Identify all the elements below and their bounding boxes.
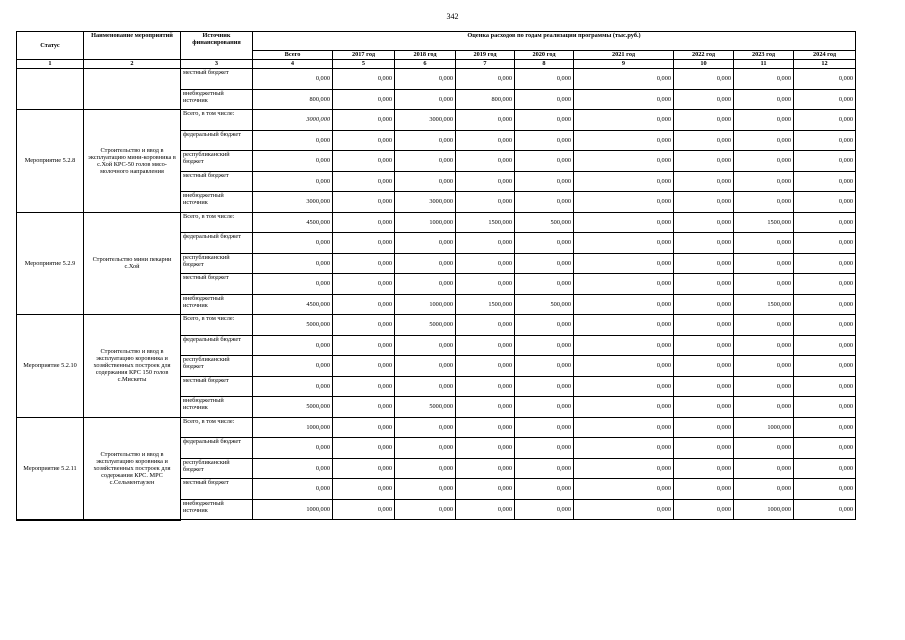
value-cell: 1000,000 — [734, 417, 794, 438]
value-cell: 0,000 — [734, 192, 794, 213]
value-cell: 1000,000 — [395, 294, 456, 315]
value-cell: 0,000 — [515, 192, 574, 213]
value-cell: 0,000 — [794, 151, 856, 172]
value-cell: 0,000 — [515, 417, 574, 438]
value-cell: 0,000 — [456, 69, 515, 90]
value-cell: 0,000 — [333, 253, 395, 274]
value-cell: 0,000 — [395, 479, 456, 500]
header-col-number: 5 — [333, 60, 395, 69]
value-cell: 0,000 — [734, 479, 794, 500]
value-cell: 500,000 — [515, 294, 574, 315]
value-cell: 0,000 — [574, 479, 674, 500]
value-cell: 0,000 — [253, 274, 333, 295]
value-cell: 1500,000 — [734, 212, 794, 233]
value-cell: 1000,000 — [734, 499, 794, 520]
value-cell: 0,000 — [574, 89, 674, 110]
value-cell: 0,000 — [734, 458, 794, 479]
source-cell: федеральный бюджет — [181, 233, 253, 254]
value-cell: 0,000 — [515, 438, 574, 459]
value-cell: 0,000 — [674, 233, 734, 254]
value-cell: 0,000 — [333, 458, 395, 479]
value-cell: 0,000 — [794, 233, 856, 254]
value-cell: 0,000 — [515, 458, 574, 479]
value-cell: 0,000 — [794, 253, 856, 274]
value-cell: 3000,000 — [395, 110, 456, 131]
value-cell: 0,000 — [253, 69, 333, 90]
value-cell: 1000,000 — [253, 499, 333, 520]
name-cell: Строительство и ввод в эксплуатацию коровника и хозяйственных построек для содержания КРС 150 голов с.Мискеты — [84, 315, 181, 418]
value-cell: 0,000 — [794, 315, 856, 336]
source-cell: Всего, в том числе: — [181, 417, 253, 438]
source-cell: Всего, в том числе: — [181, 315, 253, 336]
value-cell: 0,000 — [333, 479, 395, 500]
value-cell: 5000,000 — [253, 315, 333, 336]
value-cell: 0,000 — [456, 253, 515, 274]
name-cell — [84, 69, 181, 110]
value-cell: 0,000 — [794, 397, 856, 418]
table-row — [17, 417, 856, 438]
value-cell: 0,000 — [674, 376, 734, 397]
value-cell: 0,000 — [333, 376, 395, 397]
value-cell: 3000,000 — [253, 192, 333, 213]
value-cell: 0,000 — [515, 315, 574, 336]
value-cell: 3000,000 — [253, 110, 333, 131]
table-row — [17, 212, 856, 233]
value-cell: 0,000 — [574, 294, 674, 315]
status-cell: Мероприятие 5.2.11 — [17, 417, 84, 520]
source-cell: внебюджетный источник — [181, 192, 253, 213]
value-cell: 0,000 — [574, 253, 674, 274]
value-cell: 0,000 — [794, 110, 856, 131]
value-cell: 0,000 — [734, 89, 794, 110]
value-cell: 0,000 — [253, 438, 333, 459]
value-cell: 0,000 — [574, 233, 674, 254]
value-cell: 0,000 — [395, 438, 456, 459]
source-cell: Всего, в том числе: — [181, 110, 253, 131]
source-cell: республиканский бюджет — [181, 458, 253, 479]
status-cell: Мероприятие 5.2.10 — [17, 315, 84, 418]
value-cell: 0,000 — [395, 356, 456, 377]
value-cell: 0,000 — [333, 274, 395, 295]
value-cell: 0,000 — [515, 69, 574, 90]
value-cell: 0,000 — [734, 130, 794, 151]
header-col-number: 4 — [253, 60, 333, 69]
value-cell: 800,000 — [456, 89, 515, 110]
value-cell: 0,000 — [515, 479, 574, 500]
value-cell: 0,000 — [333, 212, 395, 233]
value-cell: 0,000 — [794, 212, 856, 233]
value-cell: 800,000 — [253, 89, 333, 110]
value-cell: 0,000 — [734, 233, 794, 254]
value-cell: 0,000 — [333, 171, 395, 192]
value-cell: 0,000 — [456, 233, 515, 254]
value-cell: 0,000 — [333, 438, 395, 459]
value-cell: 0,000 — [253, 233, 333, 254]
value-cell: 0,000 — [674, 438, 734, 459]
value-cell: 0,000 — [253, 335, 333, 356]
value-cell: 0,000 — [333, 69, 395, 90]
value-cell: 1000,000 — [253, 417, 333, 438]
value-cell: 0,000 — [674, 110, 734, 131]
source-cell: федеральный бюджет — [181, 130, 253, 151]
value-cell: 0,000 — [515, 89, 574, 110]
value-cell: 0,000 — [395, 253, 456, 274]
value-cell: 0,000 — [574, 335, 674, 356]
value-cell: 0,000 — [794, 335, 856, 356]
value-cell: 0,000 — [333, 130, 395, 151]
value-cell: 0,000 — [456, 315, 515, 336]
value-cell: 0,000 — [794, 89, 856, 110]
header-col-number: 10 — [674, 60, 734, 69]
value-cell: 0,000 — [794, 130, 856, 151]
value-cell: 0,000 — [333, 315, 395, 336]
page-number: 342 — [446, 12, 459, 21]
value-cell: 0,000 — [333, 294, 395, 315]
value-cell: 0,000 — [674, 274, 734, 295]
value-cell: 0,000 — [333, 233, 395, 254]
value-cell: 0,000 — [456, 479, 515, 500]
value-cell: 1500,000 — [456, 212, 515, 233]
value-cell: 0,000 — [674, 253, 734, 274]
value-cell: 0,000 — [574, 376, 674, 397]
value-cell: 0,000 — [734, 438, 794, 459]
value-cell: 0,000 — [456, 356, 515, 377]
value-cell: 0,000 — [794, 192, 856, 213]
value-cell: 0,000 — [515, 110, 574, 131]
header-status: Статус — [17, 32, 84, 60]
status-cell: Мероприятие 5.2.8 — [17, 110, 84, 213]
value-cell: 0,000 — [574, 356, 674, 377]
value-cell: 0,000 — [674, 171, 734, 192]
value-cell: 0,000 — [794, 479, 856, 500]
value-cell: 0,000 — [574, 151, 674, 172]
value-cell: 0,000 — [794, 274, 856, 295]
value-cell: 0,000 — [333, 89, 395, 110]
value-cell: 0,000 — [515, 499, 574, 520]
header-year-col: Всего — [253, 51, 333, 60]
header-col-number: 1 — [17, 60, 84, 69]
value-cell: 0,000 — [456, 274, 515, 295]
value-cell: 0,000 — [253, 130, 333, 151]
value-cell: 0,000 — [734, 110, 794, 131]
value-cell: 1500,000 — [456, 294, 515, 315]
value-cell: 0,000 — [734, 171, 794, 192]
header-col-number: 2 — [84, 60, 181, 69]
value-cell: 0,000 — [674, 192, 734, 213]
source-cell: местный бюджет — [181, 171, 253, 192]
value-cell: 0,000 — [333, 417, 395, 438]
value-cell: 0,000 — [794, 356, 856, 377]
source-cell: внебюджетный источник — [181, 499, 253, 520]
value-cell: 0,000 — [253, 171, 333, 192]
value-cell: 5000,000 — [395, 397, 456, 418]
value-cell: 0,000 — [515, 397, 574, 418]
value-cell: 0,000 — [253, 151, 333, 172]
status-cell — [17, 69, 84, 110]
value-cell: 5000,000 — [395, 315, 456, 336]
value-cell: 0,000 — [456, 130, 515, 151]
value-cell: 0,000 — [574, 458, 674, 479]
name-cell: Строительство и ввод в эксплуатацию мини-коровника в с.Хой КРС-50 голов мясо-молочного направления — [84, 110, 181, 213]
value-cell: 0,000 — [456, 438, 515, 459]
value-cell: 4500,000 — [253, 212, 333, 233]
header-col-number: 8 — [515, 60, 574, 69]
value-cell: 0,000 — [794, 417, 856, 438]
value-cell: 1000,000 — [395, 212, 456, 233]
header-year-col: 2023 год — [734, 51, 794, 60]
value-cell: 0,000 — [794, 376, 856, 397]
header-col-number: 9 — [574, 60, 674, 69]
header-source: Источник финансирования — [181, 32, 253, 60]
value-cell: 0,000 — [395, 69, 456, 90]
value-cell: 0,000 — [674, 356, 734, 377]
value-cell: 0,000 — [794, 69, 856, 90]
value-cell: 0,000 — [333, 356, 395, 377]
value-cell: 0,000 — [456, 417, 515, 438]
value-cell: 0,000 — [395, 130, 456, 151]
source-cell: внебюджетный источник — [181, 294, 253, 315]
source-cell: федеральный бюджет — [181, 438, 253, 459]
header-col-number: 12 — [794, 60, 856, 69]
value-cell: 0,000 — [395, 171, 456, 192]
value-cell: 0,000 — [395, 417, 456, 438]
value-cell: 0,000 — [734, 335, 794, 356]
value-cell: 0,000 — [456, 151, 515, 172]
value-cell: 0,000 — [674, 458, 734, 479]
value-cell: 0,000 — [574, 315, 674, 336]
value-cell: 0,000 — [515, 376, 574, 397]
value-cell: 0,000 — [515, 253, 574, 274]
header-year-col: 2024 год — [794, 51, 856, 60]
value-cell: 0,000 — [253, 376, 333, 397]
header-year-col: 2022 год — [674, 51, 734, 60]
header-col-number: 3 — [181, 60, 253, 69]
header-year-col: 2018 год — [395, 51, 456, 60]
table-row — [17, 315, 856, 336]
value-cell: 0,000 — [734, 376, 794, 397]
value-cell: 0,000 — [395, 89, 456, 110]
value-cell: 0,000 — [515, 233, 574, 254]
value-cell: 0,000 — [574, 69, 674, 90]
value-cell: 0,000 — [674, 294, 734, 315]
value-cell: 0,000 — [674, 212, 734, 233]
value-cell: 0,000 — [456, 192, 515, 213]
value-cell: 0,000 — [456, 499, 515, 520]
value-cell: 0,000 — [794, 171, 856, 192]
value-cell: 0,000 — [253, 253, 333, 274]
value-cell: 4500,000 — [253, 294, 333, 315]
value-cell: 3000,000 — [395, 192, 456, 213]
header-name: Наименование мероприятий — [84, 32, 181, 60]
value-cell: 0,000 — [456, 376, 515, 397]
value-cell: 0,000 — [395, 274, 456, 295]
value-cell: 0,000 — [574, 499, 674, 520]
value-cell: 0,000 — [333, 499, 395, 520]
value-cell: 0,000 — [574, 110, 674, 131]
value-cell: 0,000 — [674, 417, 734, 438]
value-cell: 0,000 — [395, 376, 456, 397]
value-cell: 0,000 — [515, 274, 574, 295]
value-cell: 0,000 — [574, 171, 674, 192]
value-cell: 0,000 — [734, 315, 794, 336]
source-cell: внебюджетный источник — [181, 89, 253, 110]
source-cell: республиканский бюджет — [181, 151, 253, 172]
source-cell: местный бюджет — [181, 376, 253, 397]
value-cell: 0,000 — [674, 499, 734, 520]
header-col-number: 7 — [456, 60, 515, 69]
value-cell: 0,000 — [253, 458, 333, 479]
value-cell: 0,000 — [253, 356, 333, 377]
source-cell: местный бюджет — [181, 479, 253, 500]
source-cell: местный бюджет — [181, 69, 253, 90]
value-cell: 0,000 — [574, 417, 674, 438]
value-cell: 0,000 — [734, 151, 794, 172]
value-cell: 0,000 — [456, 171, 515, 192]
name-cell: Строительство и ввод в эксплуатацию коровника и хозяйственных построек для содержания КРС. МРС с.Сельментаузен — [84, 417, 181, 520]
source-cell: Всего, в том числе: — [181, 212, 253, 233]
value-cell: 0,000 — [395, 151, 456, 172]
value-cell: 0,000 — [515, 356, 574, 377]
header-year-col: 2020 год — [515, 51, 574, 60]
value-cell: 0,000 — [515, 335, 574, 356]
source-cell: республиканский бюджет — [181, 253, 253, 274]
value-cell: 0,000 — [333, 110, 395, 131]
value-cell: 0,000 — [456, 110, 515, 131]
value-cell: 0,000 — [333, 335, 395, 356]
table-row — [17, 69, 856, 90]
name-cell: Строительство мини пекарни с.Хой — [84, 212, 181, 315]
value-cell: 0,000 — [333, 151, 395, 172]
value-cell: 0,000 — [734, 274, 794, 295]
value-cell: 0,000 — [456, 458, 515, 479]
value-cell: 0,000 — [734, 397, 794, 418]
value-cell: 0,000 — [574, 212, 674, 233]
value-cell: 0,000 — [674, 69, 734, 90]
value-cell: 0,000 — [674, 335, 734, 356]
value-cell: 0,000 — [734, 253, 794, 274]
source-cell: федеральный бюджет — [181, 335, 253, 356]
budget-table — [16, 31, 856, 521]
value-cell: 0,000 — [253, 479, 333, 500]
value-cell: 0,000 — [456, 397, 515, 418]
value-cell: 0,000 — [674, 397, 734, 418]
table-row — [17, 110, 856, 131]
value-cell: 0,000 — [794, 294, 856, 315]
value-cell: 0,000 — [395, 335, 456, 356]
value-cell: 0,000 — [674, 151, 734, 172]
value-cell: 1500,000 — [734, 294, 794, 315]
header-col-number: 11 — [734, 60, 794, 69]
value-cell: 0,000 — [794, 458, 856, 479]
value-cell: 0,000 — [674, 130, 734, 151]
value-cell: 0,000 — [734, 356, 794, 377]
value-cell: 0,000 — [574, 438, 674, 459]
value-cell: 0,000 — [395, 233, 456, 254]
value-cell: 0,000 — [515, 151, 574, 172]
value-cell: 0,000 — [574, 274, 674, 295]
header-col-number: 6 — [395, 60, 456, 69]
value-cell: 0,000 — [395, 458, 456, 479]
header-year-col: 2021 год — [574, 51, 674, 60]
value-cell: 0,000 — [574, 130, 674, 151]
source-cell: республиканский бюджет — [181, 356, 253, 377]
value-cell: 0,000 — [734, 69, 794, 90]
value-cell: 0,000 — [333, 192, 395, 213]
value-cell: 0,000 — [794, 499, 856, 520]
value-cell: 0,000 — [395, 499, 456, 520]
value-cell: 0,000 — [456, 335, 515, 356]
value-cell: 500,000 — [515, 212, 574, 233]
header-year-col: 2017 год — [333, 51, 395, 60]
source-cell: местный бюджет — [181, 274, 253, 295]
value-cell: 0,000 — [574, 192, 674, 213]
header-estimate: Оценка расходов по годам реализации программы (тыс.руб.) — [253, 32, 856, 51]
value-cell: 0,000 — [333, 397, 395, 418]
value-cell: 0,000 — [515, 130, 574, 151]
value-cell: 0,000 — [674, 315, 734, 336]
header-year-col: 2019 год — [456, 51, 515, 60]
value-cell: 0,000 — [794, 438, 856, 459]
source-cell: внебюджетный источник — [181, 397, 253, 418]
value-cell: 5000,000 — [253, 397, 333, 418]
value-cell: 0,000 — [674, 89, 734, 110]
value-cell: 0,000 — [515, 171, 574, 192]
value-cell: 0,000 — [674, 479, 734, 500]
value-cell: 0,000 — [574, 397, 674, 418]
status-cell: Мероприятие 5.2.9 — [17, 212, 84, 315]
